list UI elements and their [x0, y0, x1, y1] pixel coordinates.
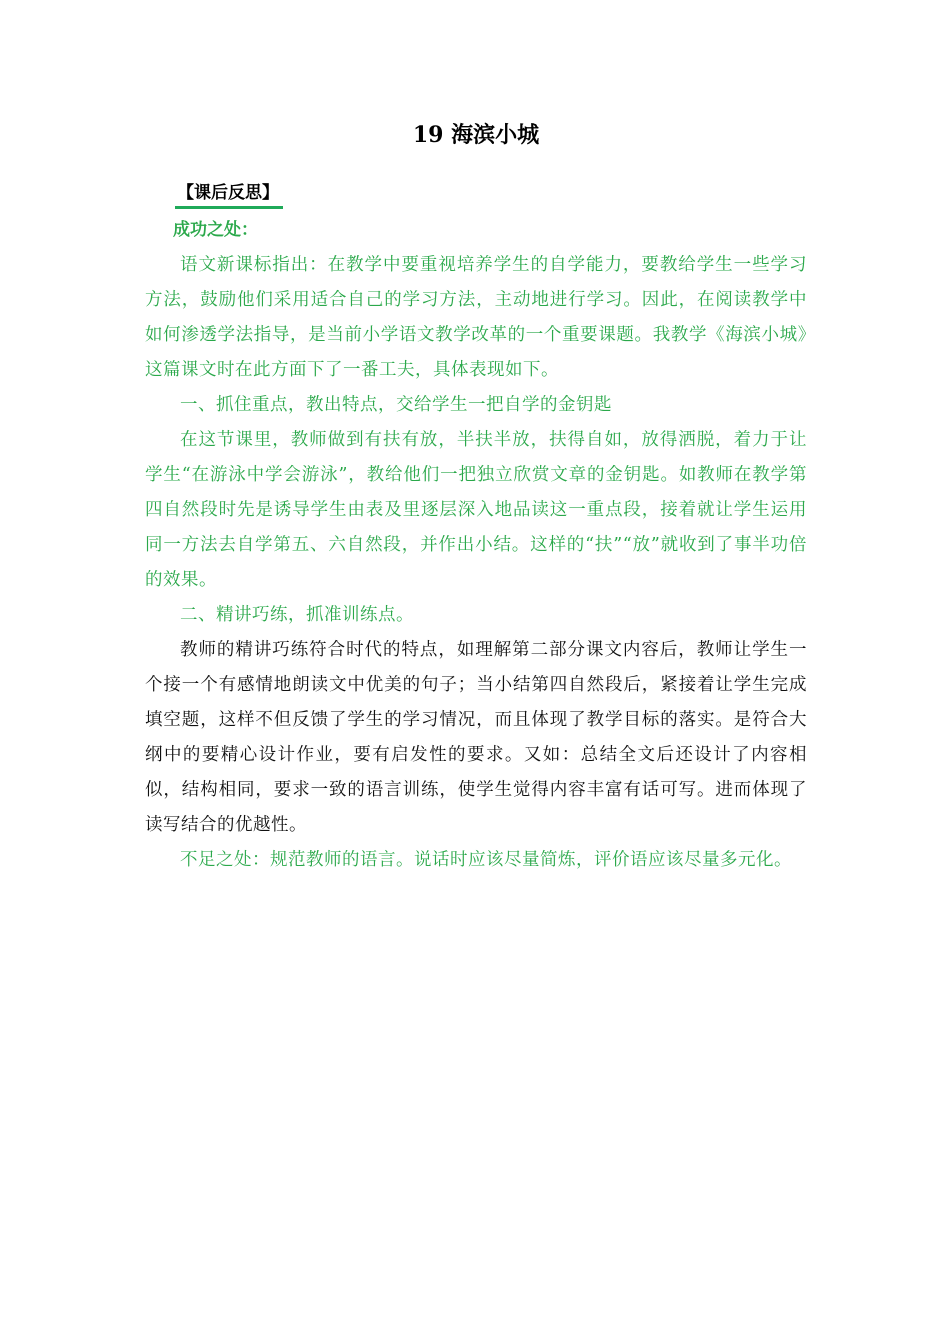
paragraph-intro: 语文新课标指出：在教学中要重视培养学生的自学能力，要教给学生一些学习方法，鼓励他们采用适合自己的学习方法，主动地进行学习。因此，在阅读教学中如何渗透学法指导，是当前小学语文教学改革的一个重要课题。我教学《海滨小城》这篇课文时在此方面下了一番工夫，具体表现如下。: [145, 255, 807, 380]
paragraph-shortcoming: 不足之处：规范教师的语言。说话时应该尽量简炼，评价语应该尽量多元化。: [180, 850, 792, 870]
paragraph-point-one-body: 在这节课里，教师做到有扶有放，半扶半放，扶得自如，放得洒脱，着力于让学生“在游泳中学会游泳”，教给他们一把独立欣赏文章的金钥匙。如教师在教学第四自然段时先是诱导学生由表及里逐层深入地品读这一重点段，接着就让学生运用同一方法去自学第五、六自然段，并作出小结。这样的“扶”“放”就收到了事半功倍的效果。: [145, 430, 807, 590]
paragraph-point-two-body: 教师的精讲巧练符合时代的特点，如理解第二部分课文内容后，教师让学生一个接一个有感情地朗读文中优美的句子；当小结第四自然段后，紧接着让学生完成填空题，这样不但反馈了学生的学习情况，而且体现了教学目标的落实。是符合大纲中的要精心设计作业，要有启发性的要求。又如：总结全文后还设计了内容相似，结构相同，要求一致的语言训练，使学生觉得内容丰富有话可写。进而体现了读写结合的优越性。: [145, 640, 807, 835]
section-heading-reflection: 【课后反思】: [175, 180, 283, 209]
success-heading: 成功之处：: [173, 220, 258, 240]
paragraph-point-one: 一、抓住重点，教出特点，交给学生一把自学的金钥匙: [180, 395, 612, 415]
paragraph-point-two: 二、精讲巧练，抓准训练点。: [180, 605, 414, 625]
page-title: 19 海滨小城: [412, 122, 540, 148]
body-text: [145, 248, 807, 878]
